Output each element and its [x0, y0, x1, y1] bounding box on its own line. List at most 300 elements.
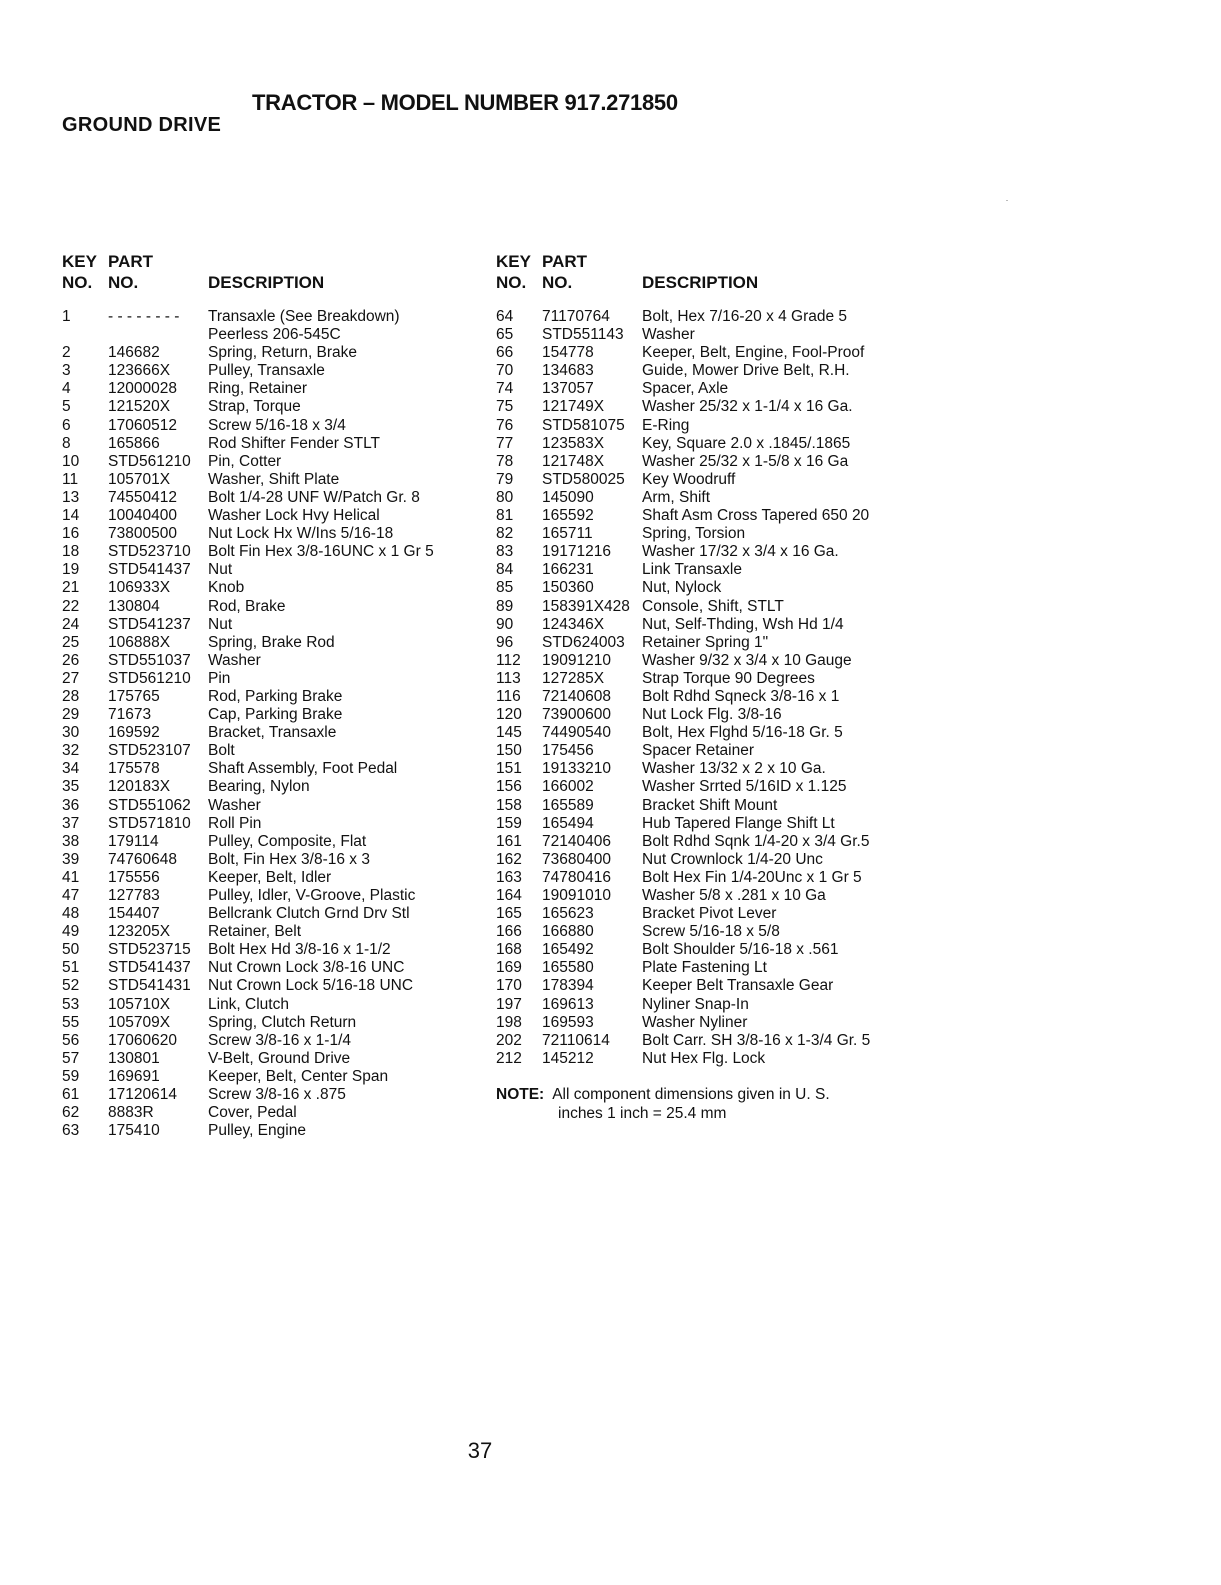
part-description: Nut Crown Lock 5/16-18 UNC	[208, 977, 414, 995]
key-number: 57	[62, 1049, 80, 1067]
part-description: Bolt, Fin Hex 3/8-16 x 3	[208, 850, 370, 868]
key-number: 90	[496, 615, 514, 633]
part-description: Peerless 206-545C	[208, 326, 341, 344]
key-no-header: NO.	[496, 273, 527, 292]
table-row	[62, 308, 502, 326]
key-number: 77	[496, 434, 514, 452]
part-description: Console, Shift, STLT	[642, 597, 784, 615]
key-number: 16	[62, 525, 80, 543]
key-number: 82	[496, 525, 514, 543]
table-row	[62, 941, 502, 959]
table-row	[62, 362, 502, 380]
key-number: 6	[62, 416, 71, 434]
part-number: 166880	[542, 923, 594, 941]
table-row	[496, 797, 916, 815]
part-number: 73900600	[542, 706, 611, 724]
part-number: 169592	[108, 724, 160, 742]
table-row	[62, 1086, 502, 1104]
table-row	[62, 652, 502, 670]
table-row	[496, 579, 916, 597]
key-number: 52	[62, 977, 80, 995]
key-number: 76	[496, 416, 514, 434]
part-number: 19091210	[542, 651, 611, 669]
page-title: TRACTOR – MODEL NUMBER 917.271850	[252, 90, 678, 115]
table-row	[62, 670, 502, 688]
part-number: 105710X	[108, 995, 171, 1013]
key-number: 48	[62, 905, 80, 923]
table-row	[62, 1014, 502, 1032]
key-number: 65	[496, 326, 514, 344]
part-description: Pulley, Engine	[208, 1122, 306, 1140]
part-description: Spring, Clutch Return	[208, 1013, 357, 1031]
parts-column-left	[62, 252, 502, 1140]
key-number: 4	[62, 380, 71, 398]
key-number: 164	[496, 887, 522, 904]
column-header	[62, 252, 502, 308]
key-number: 116	[496, 687, 521, 705]
key-number: 50	[62, 941, 80, 959]
part-description: Washer 5/8 x .281 x 10 Ga	[642, 887, 826, 904]
part-number: 165866	[108, 434, 160, 452]
part-description: Keeper, Belt, Engine, Fool-Proof	[642, 344, 865, 362]
table-row	[62, 489, 502, 507]
part-number: 158391X428	[542, 597, 630, 615]
scan-speck	[1006, 200, 1008, 201]
key-number: 10	[62, 452, 80, 470]
part-description: Nut Crown Lock 3/8-16 UNC	[208, 959, 405, 977]
key-number: 202	[496, 1031, 522, 1049]
part-number: 120183X	[108, 778, 171, 796]
part-number: STD523710	[108, 543, 191, 561]
part-description: Nut Hex Flg. Lock	[642, 1049, 766, 1067]
part-number: 175456	[542, 742, 594, 760]
part-number: 73800500	[108, 525, 177, 543]
part-description: Nyliner Snap-In	[642, 995, 749, 1013]
part-number: 121749X	[542, 398, 605, 416]
part-description: Bracket, Transaxle	[208, 724, 337, 742]
table-row	[496, 417, 916, 435]
part-number: 127285X	[542, 669, 605, 687]
table-row	[62, 380, 502, 398]
key-number: 35	[62, 778, 80, 796]
key-number: 22	[62, 597, 80, 615]
table-row	[62, 724, 502, 742]
part-number: 165589	[542, 796, 594, 814]
key-number: 8	[62, 434, 71, 452]
part-number: STD571810	[108, 814, 191, 832]
key-number: 75	[496, 398, 514, 416]
part-description: Spacer, Axle	[642, 380, 729, 398]
key-number: 26	[62, 651, 80, 669]
part-number: 17060512	[108, 416, 177, 434]
part-number: 145212	[542, 1049, 594, 1067]
table-row	[62, 561, 502, 579]
table-row	[496, 688, 916, 706]
part-description: Spring, Return, Brake	[208, 344, 358, 362]
table-row	[62, 453, 502, 471]
part-number: 169691	[108, 1067, 160, 1085]
key-number: 85	[496, 579, 514, 597]
table-row	[496, 977, 916, 995]
key-number: 162	[496, 850, 522, 868]
key-number: 156	[496, 778, 522, 796]
part-description: Roll Pin	[208, 814, 262, 832]
section-title: GROUND DRIVE	[62, 114, 222, 136]
part-number: 175556	[108, 868, 160, 886]
part-number: 166231	[542, 561, 594, 579]
key-number: 169	[496, 959, 522, 977]
part-description: Nut Crownlock 1/4-20 Unc	[642, 850, 823, 868]
part-description: Key, Square 2.0 x .1845/.1865	[642, 434, 851, 452]
part-description: Link Transaxle	[642, 561, 742, 579]
key-number: 120	[496, 706, 522, 724]
part-description: Guide, Mower Drive Belt, R.H.	[642, 362, 850, 380]
part-number: 175410	[108, 1122, 160, 1140]
key-number: 166	[496, 923, 522, 941]
part-description: Bolt 1/4-28 UNF W/Patch Gr. 8	[208, 488, 420, 506]
part-description: Nut Lock Hx W/Ins 5/16-18	[208, 525, 394, 543]
part-number: 150360	[542, 579, 594, 597]
table-row	[62, 706, 502, 724]
part-number: 105701X	[108, 470, 171, 488]
part-description: Plate Fastening Lt	[642, 959, 767, 977]
table-row	[496, 344, 916, 362]
part-number: STD561210	[108, 452, 191, 470]
part-description: Washer 17/32 x 3/4 x 16 Ga.	[642, 543, 839, 561]
key-number: 25	[62, 633, 80, 651]
key-number: 59	[62, 1067, 80, 1085]
table-row	[496, 1032, 916, 1050]
part-number: STD541437	[108, 561, 191, 579]
table-row	[496, 706, 916, 724]
part-number: 169613	[542, 995, 594, 1013]
key-number: 5	[62, 398, 71, 416]
table-row	[496, 308, 916, 326]
table-row	[496, 561, 916, 579]
part-number: 134683	[542, 362, 594, 380]
key-number: 30	[62, 724, 80, 742]
key-number: 212	[496, 1049, 522, 1067]
key-number: 24	[62, 615, 80, 633]
part-description: Screw 3/8-16 x .875	[208, 1086, 346, 1104]
part-description: Rod Shifter Fender STLT	[208, 434, 381, 452]
part-number: 17120614	[108, 1086, 177, 1104]
table-row	[62, 579, 502, 597]
key-number: 64	[496, 308, 514, 325]
table-row	[496, 598, 916, 616]
table-row	[496, 923, 916, 941]
part-description: Rod, Brake	[208, 597, 286, 615]
part-number: 74490540	[542, 724, 611, 742]
part-description: Key Woodruff	[642, 470, 736, 488]
part-number: STD624003	[542, 633, 625, 651]
part-number: STD541437	[108, 959, 191, 977]
part-description: Washer Lock Hvy Helical	[208, 507, 380, 525]
table-row	[496, 543, 916, 561]
table-row	[62, 797, 502, 815]
table-row	[496, 435, 916, 453]
key-number: 112	[496, 651, 521, 669]
part-description: Cap, Parking Brake	[208, 706, 343, 724]
part-number: STD551062	[108, 796, 191, 814]
part-number: 71170764	[542, 308, 610, 325]
part-number: 19133210	[542, 760, 611, 778]
table-row	[496, 851, 916, 869]
key-number: 62	[62, 1104, 80, 1122]
part-number: STD541237	[108, 615, 191, 633]
part-number: 12000028	[108, 380, 177, 398]
table-row	[496, 833, 916, 851]
part-number: STD541431	[108, 977, 191, 995]
table-row	[62, 1104, 502, 1122]
part-number: 121520X	[108, 398, 171, 416]
table-row	[496, 380, 916, 398]
part-description: Spring, Brake Rod	[208, 633, 335, 651]
key-number: 27	[62, 669, 80, 687]
part-description: E-Ring	[642, 416, 690, 434]
table-row	[62, 778, 502, 796]
part-description: Washer 25/32 x 1-5/8 x 16 Ga	[642, 452, 849, 470]
key-number: 145	[496, 724, 522, 742]
key-number: 49	[62, 923, 80, 941]
part-number: STD561210	[108, 669, 191, 687]
table-row	[496, 959, 916, 977]
key-number: 83	[496, 543, 514, 561]
part-description: Bolt, Hex Flghd 5/16-18 Gr. 5	[642, 724, 843, 742]
parts-list	[496, 308, 916, 1068]
part-description: Bracket Pivot Lever	[642, 905, 777, 923]
part-number: 154407	[108, 905, 160, 923]
table-row	[62, 435, 502, 453]
key-number: 19	[62, 561, 80, 579]
key-number: 36	[62, 796, 80, 814]
table-row	[62, 1032, 502, 1050]
part-description: Keeper, Belt, Idler	[208, 868, 332, 886]
part-description: Washer 9/32 x 3/4 x 10 Gauge	[642, 651, 852, 669]
table-row	[62, 1050, 502, 1068]
part-description: Rod, Parking Brake	[208, 687, 343, 705]
parts-column-right	[496, 252, 916, 1068]
parts-list	[62, 308, 502, 1140]
key-number: 80	[496, 488, 514, 506]
part-description: Screw 5/16-18 x 5/8	[642, 923, 780, 941]
key-number: 170	[496, 977, 522, 995]
key-number: 197	[496, 995, 522, 1013]
table-row	[62, 923, 502, 941]
part-number: 165623	[542, 905, 594, 923]
key-number: 151	[496, 760, 522, 778]
key-number: 78	[496, 452, 514, 470]
part-number: 106933X	[108, 579, 171, 597]
part-number: STD580025	[542, 470, 625, 488]
part-number: 175578	[108, 760, 160, 778]
table-row	[62, 507, 502, 525]
part-description: Bolt Hex Hd 3/8-16 x 1-1/2	[208, 941, 391, 959]
key-number: 163	[496, 868, 522, 886]
part-description: Strap, Torque	[208, 398, 301, 416]
table-row	[496, 634, 916, 652]
table-row	[496, 616, 916, 634]
part-number: STD523107	[108, 742, 191, 760]
key-number	[62, 326, 108, 344]
key-number: 84	[496, 561, 514, 579]
part-description: Bolt Hex Fin 1/4-20Unc x 1 Gr 5	[642, 868, 862, 886]
part-description: Nut	[208, 561, 233, 579]
table-row	[496, 652, 916, 670]
part-number: 106888X	[108, 633, 171, 651]
part-number: 72140608	[542, 687, 611, 705]
part-number: 72140406	[542, 832, 611, 850]
key-number: 28	[62, 687, 80, 705]
key-number: 161	[496, 832, 522, 850]
part-number: STD551037	[108, 651, 191, 669]
part-description: Retainer Spring 1"	[642, 633, 769, 651]
part-number: 165494	[542, 814, 594, 832]
part-number: 124346X	[542, 615, 605, 633]
key-number: 66	[496, 344, 514, 362]
note-label: NOTE:	[496, 1086, 545, 1103]
table-row	[496, 1014, 916, 1032]
part-description: Washer Srrted 5/16ID x 1.125	[642, 778, 847, 796]
part-description: Bolt Carr. SH 3/8-16 x 1-3/4 Gr. 5	[642, 1031, 871, 1049]
key-number: 21	[62, 579, 80, 597]
part-description: Pin, Cotter	[208, 452, 282, 470]
table-row	[496, 525, 916, 543]
part-number: 10040400	[108, 507, 177, 525]
table-row	[62, 525, 502, 543]
key-header: KEY	[496, 252, 531, 271]
part-no-header: NO.	[542, 273, 573, 292]
key-number: 168	[496, 941, 522, 959]
part-number: 130804	[108, 597, 160, 615]
table-row	[496, 507, 916, 525]
table-row	[62, 905, 502, 923]
part-description: Washer, Shift Plate	[208, 470, 340, 488]
key-number: 29	[62, 706, 80, 724]
part-number: STD523715	[108, 941, 191, 959]
table-row	[496, 489, 916, 507]
part-number: 166002	[542, 778, 594, 796]
part-header: PART	[108, 252, 154, 271]
table-row	[496, 941, 916, 959]
part-number: 165580	[542, 959, 594, 977]
part-number: 74760648	[108, 850, 177, 868]
key-number: 56	[62, 1031, 80, 1049]
table-row	[496, 453, 916, 471]
part-description: Pulley, Composite, Flat	[208, 832, 367, 850]
part-description: Transaxle (See Breakdown)	[208, 308, 400, 325]
table-row	[62, 869, 502, 887]
part-description: Spring, Torsion	[642, 525, 746, 543]
part-number: 169593	[542, 1013, 594, 1031]
part-description: Bolt Rdhd Sqneck 3/8-16 x 1	[642, 687, 840, 705]
part-description: Strap Torque 90 Degrees	[642, 669, 815, 687]
part-description: Washer 25/32 x 1-1/4 x 16 Ga.	[642, 398, 853, 416]
key-number: 74	[496, 380, 514, 398]
table-row	[496, 326, 916, 344]
part-number: 19091010	[542, 887, 611, 904]
table-row	[62, 959, 502, 977]
part-number: - - - - - - - -	[108, 308, 180, 325]
part-description: Cover, Pedal	[208, 1104, 297, 1122]
key-no-header: NO.	[62, 273, 93, 292]
part-description: Pulley, Idler, V-Groove, Plastic	[208, 887, 416, 904]
part-number: 165492	[542, 941, 594, 959]
part-header: PART	[542, 252, 588, 271]
description-header: DESCRIPTION	[642, 273, 759, 292]
part-description: Bolt, Hex 7/16-20 x 4 Grade 5	[642, 308, 848, 325]
part-number: STD551143	[542, 326, 624, 344]
part-number: 178394	[542, 977, 594, 995]
key-number: 1	[62, 308, 71, 325]
table-row	[62, 833, 502, 851]
part-description: Shaft Assembly, Foot Pedal	[208, 760, 398, 778]
table-row	[496, 724, 916, 742]
table-row	[496, 869, 916, 887]
part-description: Bolt Shoulder 5/16-18 x .561	[642, 941, 839, 959]
table-row	[62, 851, 502, 869]
part-description: Bolt	[208, 742, 235, 760]
key-number: 159	[496, 814, 522, 832]
part-description: Retainer, Belt	[208, 923, 302, 941]
part-description: Knob	[208, 579, 245, 597]
part-number: 127783	[108, 887, 160, 904]
part-description: Bellcrank Clutch Grnd Drv Stl	[208, 905, 410, 923]
part-description: Nut, Self-Thding, Wsh Hd 1/4	[642, 615, 844, 633]
part-number: 105709X	[108, 1013, 171, 1031]
part-number: 123583X	[542, 434, 605, 452]
table-row	[496, 670, 916, 688]
key-number: 53	[62, 995, 80, 1013]
part-number: 154778	[542, 344, 594, 362]
part-description: Keeper Belt Transaxle Gear	[642, 977, 834, 995]
key-number: 55	[62, 1013, 80, 1031]
part-description: Screw 3/8-16 x 1-1/4	[208, 1031, 352, 1049]
table-row	[62, 1122, 502, 1140]
key-header: KEY	[62, 252, 97, 271]
key-number: 198	[496, 1013, 522, 1031]
part-number: 121748X	[542, 452, 605, 470]
key-number: 113	[496, 669, 521, 687]
table-row	[62, 887, 502, 905]
key-number: 47	[62, 887, 80, 904]
table-row	[496, 996, 916, 1014]
part-description: Keeper, Belt, Center Span	[208, 1067, 389, 1085]
note	[496, 1086, 830, 1123]
table-row	[62, 977, 502, 995]
part-number: 123666X	[108, 362, 171, 380]
part-description: Washer	[208, 651, 261, 669]
table-row	[62, 616, 502, 634]
part-description: Bolt Fin Hex 3/8-16UNC x 1 Gr 5	[208, 543, 434, 561]
key-number: 39	[62, 850, 80, 868]
table-row	[496, 905, 916, 923]
part-description: Nut	[208, 615, 233, 633]
key-number: 96	[496, 633, 514, 651]
description-header: DESCRIPTION	[208, 273, 325, 292]
key-number: 63	[62, 1122, 80, 1140]
key-number: 70	[496, 362, 514, 380]
key-number: 11	[62, 470, 79, 488]
column-header	[496, 252, 916, 308]
key-number: 158	[496, 796, 522, 814]
part-number: STD581075	[542, 416, 625, 434]
note-line-2: inches 1 inch = 25.4 mm	[558, 1104, 727, 1122]
part-description: Bearing, Nylon	[208, 778, 310, 796]
table-row	[62, 598, 502, 616]
key-number: 34	[62, 760, 80, 778]
table-row	[496, 742, 916, 760]
